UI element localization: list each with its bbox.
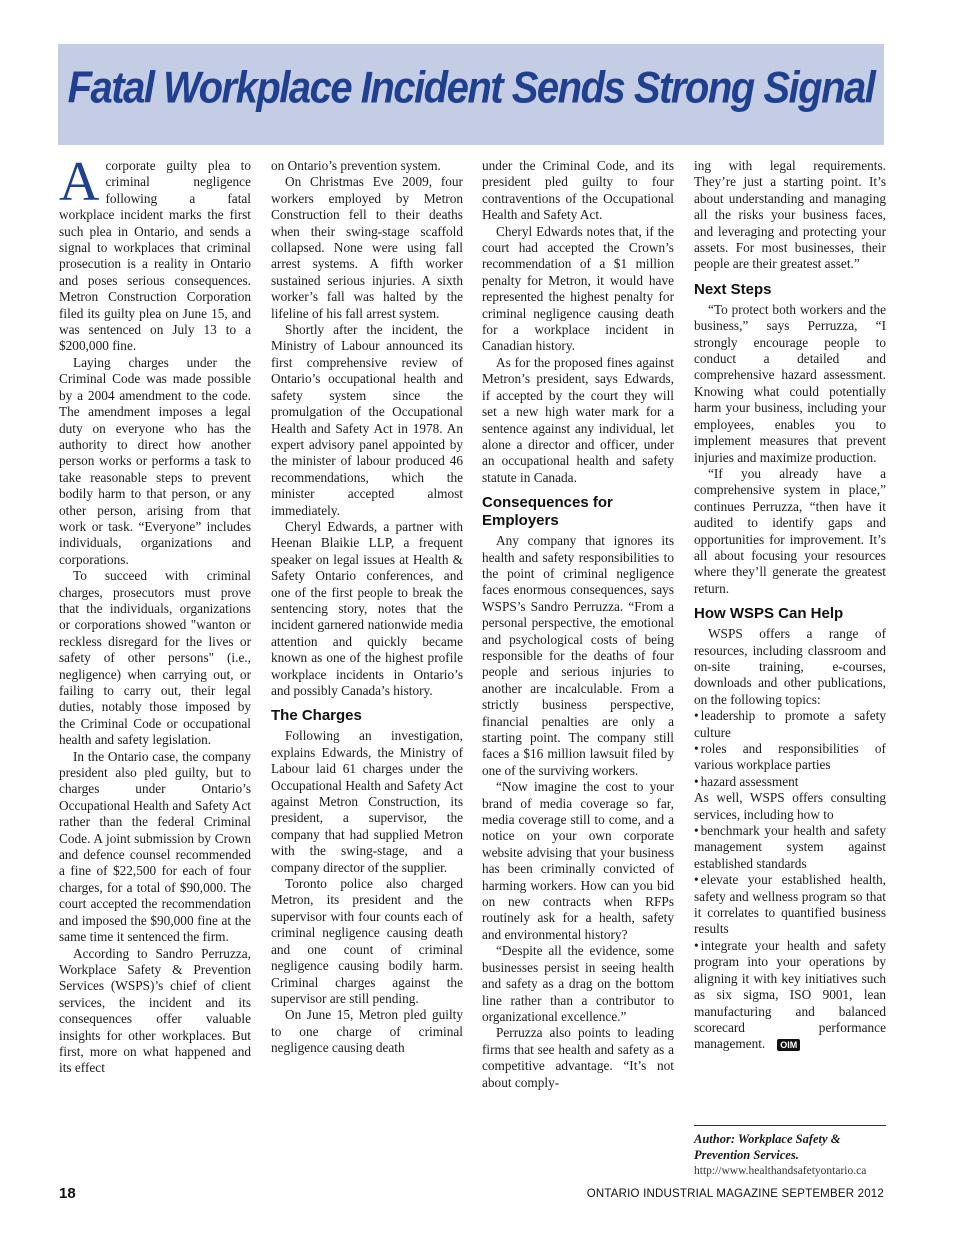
paragraph: Toronto police also charged Metron, its president and the supervisor with four counts each of criminal negligence causing death and one count of criminal negligence causing bodily harm. Criminal charges against the supervisor are still pending. [271, 876, 463, 1006]
list-item: • roles and responsibilities of various workplace parties [694, 741, 886, 773]
drop-cap: A [59, 151, 100, 213]
bullet-icon: • [694, 872, 699, 888]
title-banner [58, 44, 884, 145]
paragraph: Perruzza also points to leading firms that see health and safety as a competitive advantage. “It’s not about comply- [482, 1025, 674, 1090]
topics-list [694, 708, 886, 790]
paragraph: “To protect both workers and the business,” says Perruzza, “I strongly encourage people to conduct a detailed and comprehensive hazard assessment. Knowing what could potentially harm your business, including your employees, enables you to implement measures that prevent injuries and maximize production. [694, 301, 886, 465]
paragraph: Shortly after the incident, the Ministry of Labour announced its first comprehensive review of Ontario’s occupational health and safety system since the promulgation of the Occupational Health and Safety Act in 1978. An expert advisory panel appointed by the minister of labour produced 46 recommendations, which the minister accepted almost immediately. [271, 322, 463, 518]
services-list [694, 823, 886, 1053]
paragraph: Any company that ignores its health and safety responsibilities to the point of criminal negligence faces enormous consequences, says WSPS’s Sandro Perruzza. “From a personal perspective, the emotional and psychological costs of being responsible for the deaths of four people and serious injuries to another are incalculable. From a strictly business perspective, financial penalties are only a starting point. The company still faces a $16 million lawsuit filed by one of the surviving workers. [482, 533, 674, 778]
paragraph: On Christmas Eve 2009, four workers employed by Metron Construction fell to their deaths when their swing-stage scaffold collapsed. None were using fall arrest systems. A fifth worker sustained serious injuries. A sixth worker’s fall was halted by the lifeline of his fall arrest system. [271, 174, 463, 321]
bullet-icon: • [694, 773, 699, 789]
paragraph: “Despite all the evidence, some businesses persist in seeing health and safety as a drag on the bottom line rather than a contributor to organizational excellence.” [482, 943, 674, 1024]
column-4 [694, 158, 886, 1053]
paragraph: Following an investigation, explains Edwards, the Ministry of Labour laid 61 charges under the Occupational Health and Safety Act against Metron Construction, its president, a supervisor, the company that had supplied Metron with the swing-stage, and a company director of the supplier. [271, 728, 463, 875]
paragraph: WSPS offers a range of resources, including classroom and on-site training, e-courses, downloads and other publications, on the following topics: [694, 626, 886, 707]
list-item: • benchmark your health and safety management system against established standards [694, 823, 886, 871]
list-item: • integrate your health and safety program into your operations by aligning it with key initiatives such as six sigma, ISO 9001, lean manufacturing and balanced scorecard performance management. OIM [694, 937, 886, 1052]
bullet-icon: • [694, 823, 699, 839]
section-heading-next-steps: Next Steps [694, 280, 772, 298]
author-credit [694, 1131, 886, 1179]
bullet-icon: • [694, 741, 699, 756]
paragraph: Cheryl Edwards, a partner with Heenan Blaikie LLP, a frequent speaker on legal issues at Health & Safety Ontario conferences, and one of the first people to break the sentencing story, notes that the incident garnered nationwide media attention and quickly became known as one of the highest profile workplace incidents in Ontario’s and possibly Canada’s history. [271, 518, 463, 698]
list-item: • leadership to promote a safety culture [694, 708, 886, 740]
list-item: • hazard assessment [694, 773, 799, 789]
end-mark-icon: OIM [777, 1039, 800, 1051]
paragraph: According to Sandro Perruzza, Workplace Safety & Prevention Services (WSPS)’s chief of client services, the incident and its consequences offer valuable insights for other workplaces. But first, more on what happened and its effect [59, 945, 251, 1076]
lead-paragraph [59, 151, 251, 355]
column-2 [271, 158, 463, 1057]
bullet-icon: • [694, 937, 699, 953]
list-item: • elevate your established health, safety and wellness program so that it correlates to quantified business results [694, 872, 886, 937]
author-divider [694, 1125, 886, 1126]
author-byline: Author: Workplace Safety & Prevention Services. [694, 1132, 841, 1162]
bullet-icon: • [694, 708, 699, 724]
paragraph: In the Ontario case, the company president also pled guilty, but to charges under Ontario’s Occupational Health and Safety Act rather than the federal Criminal Code. A joint submission by Crown and defence counsel recommended a fine of $22,500 for each of four charges, for a total of $90,000. The court accepted the recommendation and imposed the $90,000 fine at the same time it sentenced the firm. [59, 748, 251, 945]
column-1 [59, 151, 251, 1077]
page-number: 18 [59, 1185, 76, 1202]
column-3 [482, 158, 674, 1091]
paragraph: Cheryl Edwards notes that, if the court had accepted the Crown’s recommendation of a $1 million penalty for Metron, it would have represented the highest penalty for criminal negligence causing death for a workplace incident in Canadian history. [482, 223, 674, 354]
publication-footer: ONTARIO INDUSTRIAL MAGAZINE SEPTEMBER 2012 [586, 1188, 884, 1200]
paragraph: on Ontario’s prevention system. [271, 158, 441, 173]
paragraph: On June 15, Metron pled guilty to one charge of criminal negligence causing death [271, 1007, 463, 1056]
lead-text: corporate guilty plea to criminal negligence following a fatal workplace incident marks the first such plea in Ontario, and sends a signal to workplaces that criminal prosecution is a reality in Ontario and poses serious consequences. Metron Construction Corporation filed its guilty plea on June 15, and was sentenced on July 13 to a $200,000 fine. [59, 158, 251, 354]
paragraph: “If you already have a comprehensive system in place,” continues Perruzza, “then have it audited to identify gaps and opportunities for improvement. It’s all about focusing your resources where they’ll generate the greatest return. [694, 465, 886, 596]
paragraph: To succeed with criminal charges, prosecutors must prove that the individuals, organizations or corporations showed "wanton or reckless disregard for the lives or safety of other persons" (i.e., negligence) when carrying out, or failing to carry out, their legal duties, notably those imposed by the Criminal Code or occupational health and safety legislation. [59, 568, 251, 748]
paragraph: ing with legal requirements. They’re just a starting point. It’s about understanding and managing all the risks your business faces, and leveraging and protecting your assets. For most businesses, their people are their greatest asset.” [694, 158, 886, 272]
paragraph: under the Criminal Code, and its president pled guilty to four contraventions of the Occupational Health and Safety Act. [482, 158, 674, 223]
paragraph: Laying charges under the Criminal Code was made possible by a 2004 amendment to the code. The amendment imposes a legal duty on everyone who has the authority to direct how another person works or performs a task to take reasonable steps to prevent bodily harm to that person, or any other person, arising from that work or task. “Everyone” includes individuals, organizations and corporations. [59, 354, 251, 567]
section-heading-consequences: Consequences for Employers [482, 494, 613, 530]
section-heading-how-wsps-can-help: How WSPS Can Help [694, 605, 844, 623]
paragraph: As well, WSPS offers consulting services, including how to [694, 790, 886, 822]
article-title: Fatal Workplace Incident Sends Strong Signal [67, 63, 875, 113]
section-heading-charges: The Charges [271, 707, 362, 725]
author-url: http://www.healthandsafetyontario.ca [694, 1165, 867, 1177]
paragraph: As for the proposed fines against Metron’s president, says Edwards, if accepted by the court they will set a new high water mark for a sentence against any individual, let alone a director and officer, under an occupational health and safety statute in Canada. [482, 354, 674, 485]
paragraph: “Now imagine the cost to your brand of media coverage so far, media coverage still to come, and a notice on your own corporate website advising that your business has been criminally convicted of harming workers. How can you bid on new contracts when RFPs routinely ask for a health, safety and environmental history? [482, 779, 674, 942]
